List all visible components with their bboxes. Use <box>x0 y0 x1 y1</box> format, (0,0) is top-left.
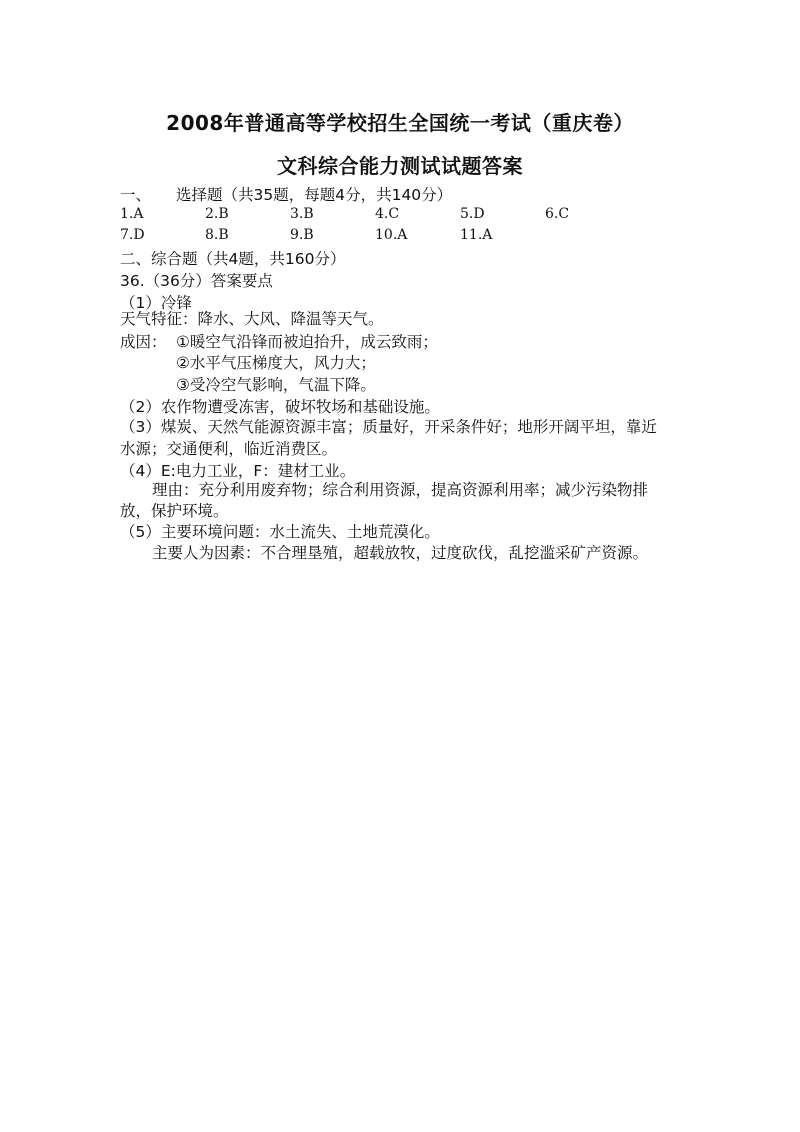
answer-2: 2.B <box>205 206 229 222</box>
exam-subtitle: 文科综合能力测试试题答案 <box>277 154 523 178</box>
answer-10: 10.A <box>375 227 408 243</box>
part1-weather: 天气特征：降水、大风、降温等天气。 <box>120 310 384 328</box>
part1-cause-label: 成因： <box>120 333 167 351</box>
part3-line-1: （3）煤炭、天然气能源资源丰富；质量好，开采条件好；地形开阔平坦，靠近 <box>120 418 657 436</box>
answer-11: 11.A <box>460 227 493 243</box>
answer-9: 9.B <box>290 227 314 243</box>
answer-6: 6.C <box>545 206 570 222</box>
exam-title: 2008年普通高等学校招生全国统一考试（重庆卷） <box>166 111 634 135</box>
part5-human-factors: 主要人为因素：不合理垦殖，超载放牧，过度砍伐，乱挖滥采矿产资源。 <box>152 544 649 562</box>
part1-cause-1: ①暖空气沿锋而被迫抬升，成云致雨； <box>176 333 438 351</box>
part4-reason-line-2: 放，保护环境。 <box>120 502 229 520</box>
part4-reason-line-1: 理由：充分利用废弃物；综合利用资源，提高资源利用率；减少污染物排 <box>152 481 649 499</box>
answer-1: 1.A <box>120 206 144 222</box>
answer-7: 7.D <box>120 227 145 243</box>
part2-text: （2）农作物遭受冻害，破坏牧场和基础设施。 <box>120 398 440 416</box>
section1-number: 一、 <box>120 186 152 204</box>
part4-title: （4）E:电力工业，F：建材工业。 <box>120 462 356 480</box>
section2-heading: 二、综合题（共4题，共160分） <box>120 250 346 268</box>
answer-3: 3.B <box>290 206 314 222</box>
answer-5: 5.D <box>460 206 485 222</box>
part1-title: （1）冷锋 <box>120 294 192 312</box>
answer-4: 4.C <box>375 206 400 222</box>
part5-title: （5）主要环境问题：水土流失、土地荒漠化。 <box>120 523 440 541</box>
question-36-title: 36.（36分）答案要点 <box>120 272 273 290</box>
part1-cause-3: ③受冷空气影响，气温下降。 <box>176 376 376 394</box>
answer-8: 8.B <box>205 227 229 243</box>
part3-line-2: 水源；交通便利，临近消费区。 <box>120 440 338 458</box>
section1-heading: 选择题（共35题，每题4分，共140分） <box>176 186 453 204</box>
part1-cause-2: ②水平气压梯度大，风力大； <box>176 354 376 372</box>
